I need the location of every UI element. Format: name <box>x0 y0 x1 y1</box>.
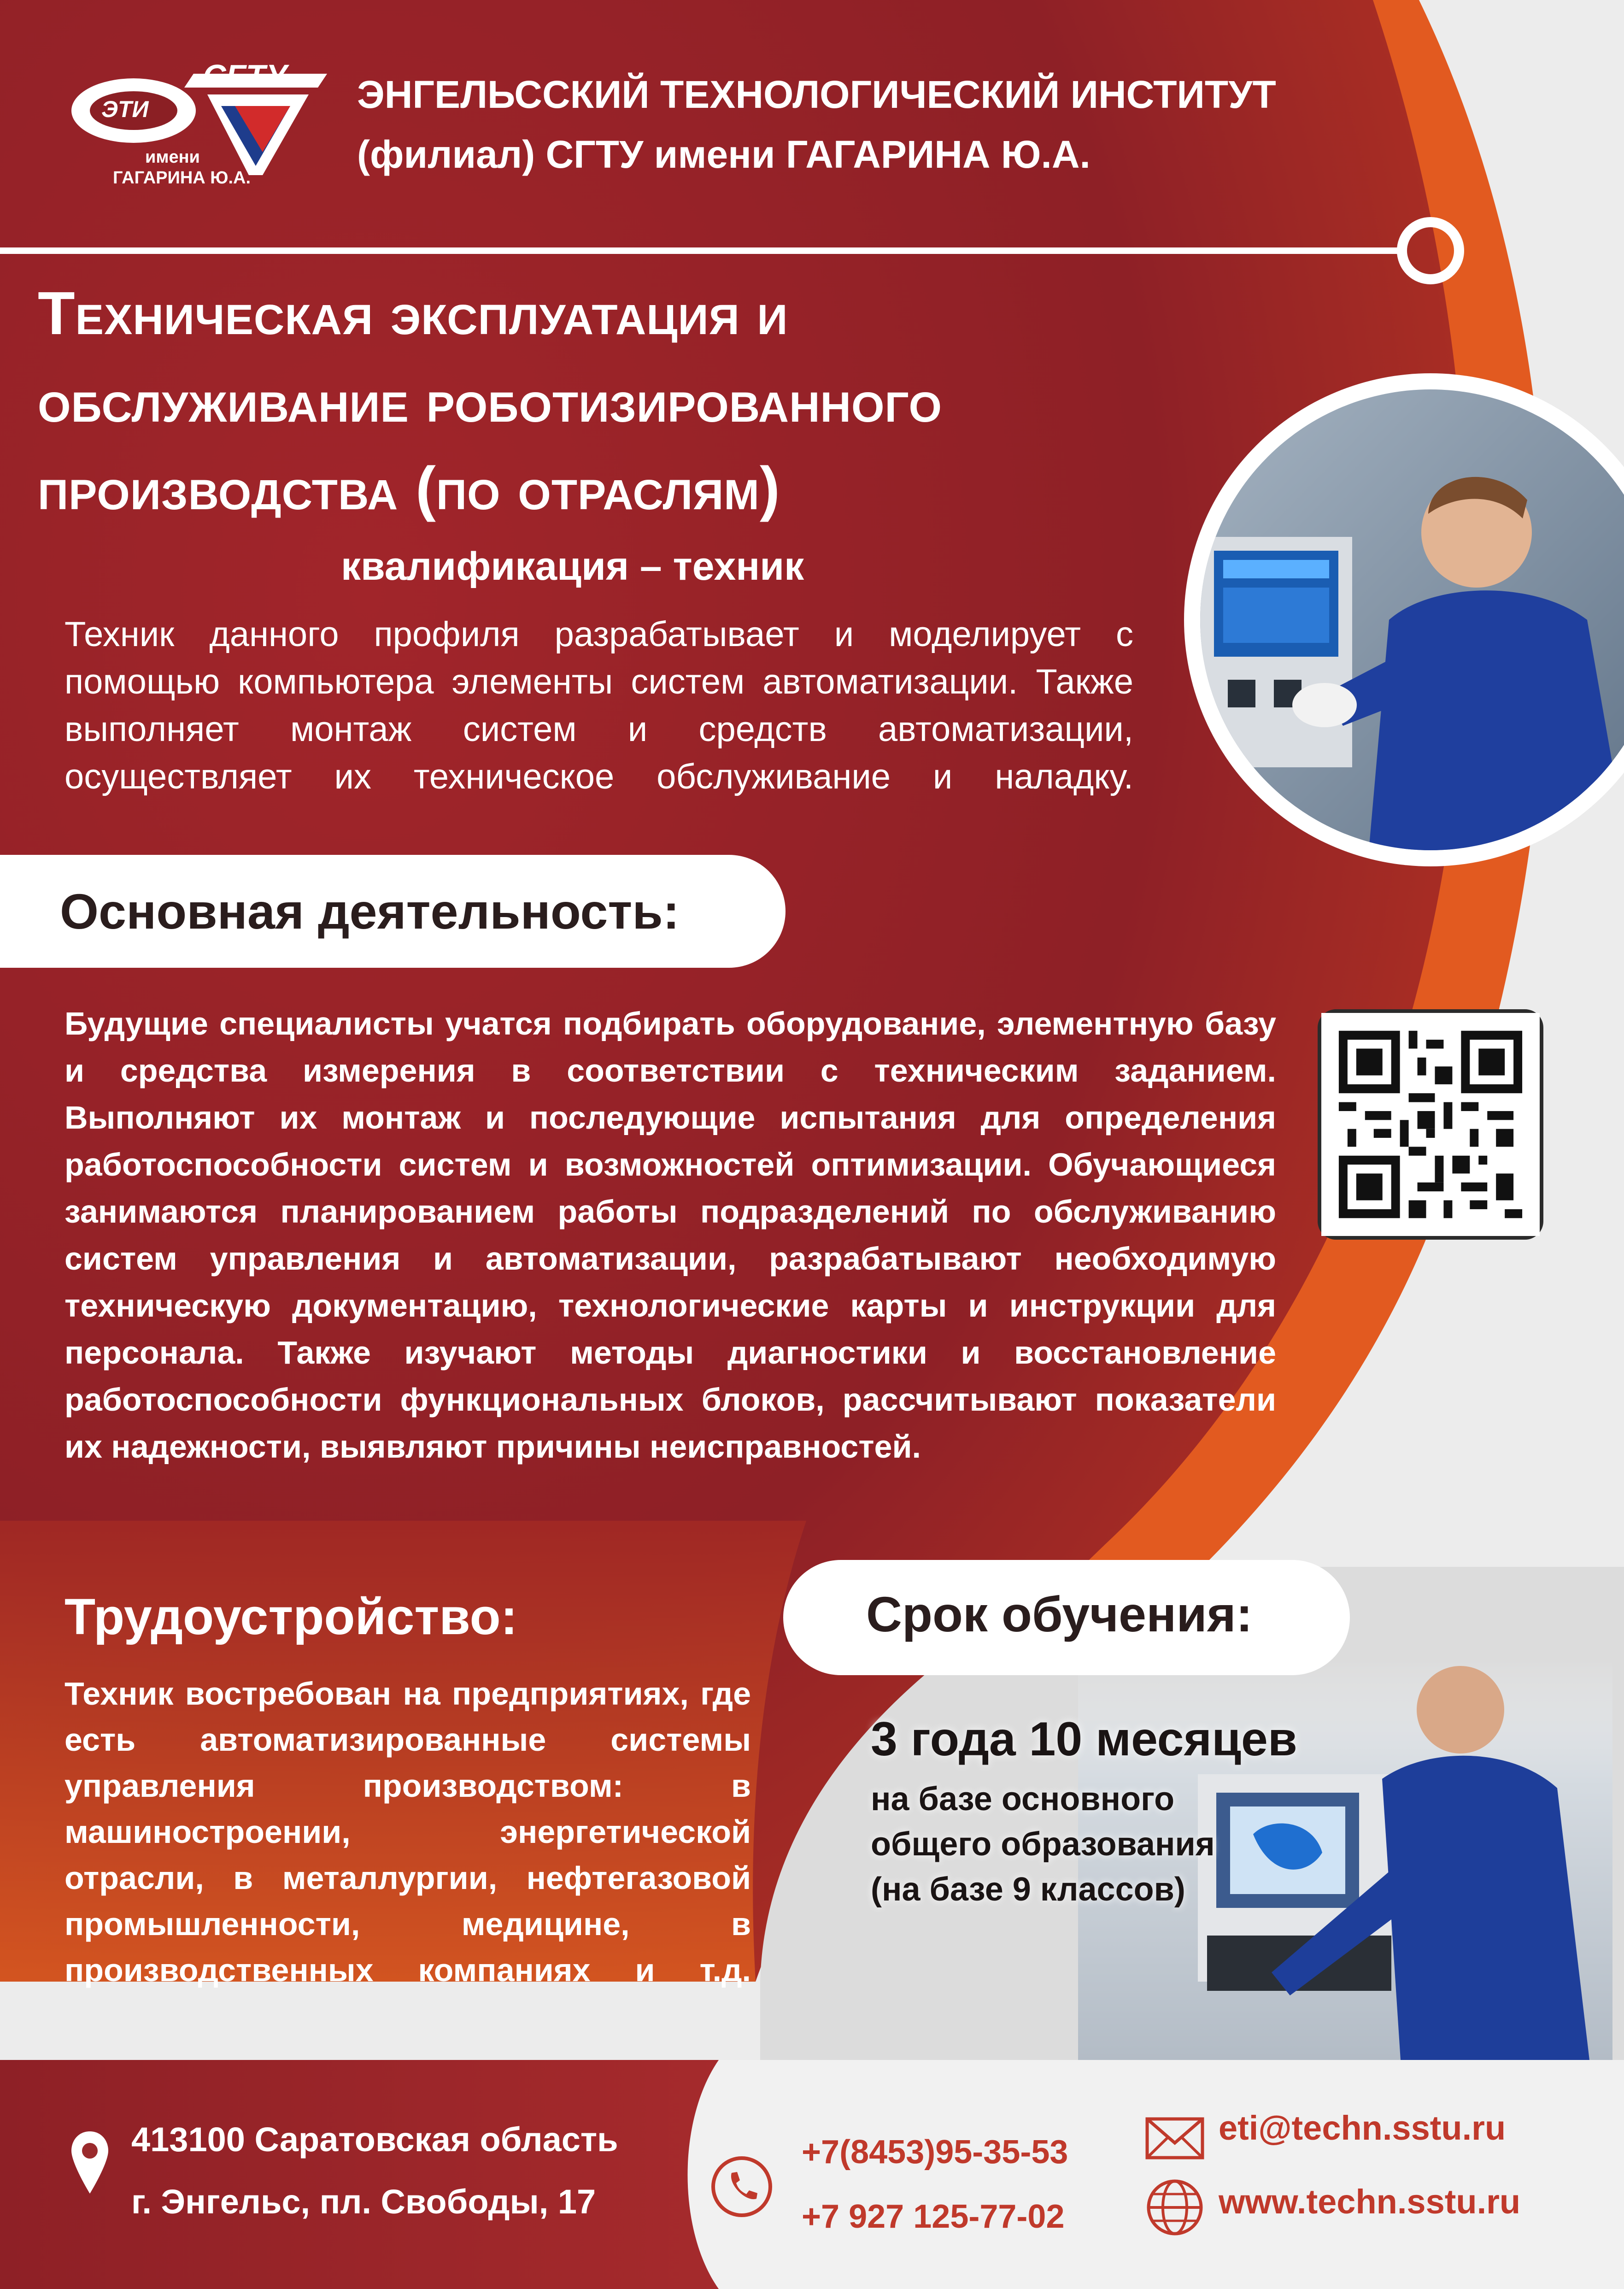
logo-line1: имени <box>145 147 200 167</box>
phone-2[interactable]: +7 927 125-77-02 <box>802 2198 1065 2235</box>
logo-abbr: ЭТИ <box>101 96 149 122</box>
technician-photo-top <box>1173 362 1624 883</box>
address-line1: 413100 Саратовская область <box>131 2120 618 2159</box>
email-link[interactable]: eti@techn.sstu.ru <box>1219 2109 1506 2147</box>
employment-heading: Трудоустройство: <box>64 1589 518 1645</box>
employment-text: Техник востребован на предприятиях, где есть автоматизированные системы управления производством: в машиностроении, энергетической отрасли, в металлургии, нефтегазовой промышленности, медицине, в производственных компаниях и т.д. <box>64 1676 751 1988</box>
activity-heading: Основная деятельность: <box>60 883 680 939</box>
term-basis <box>871 1777 1285 1912</box>
activity-text: Будущие специалисты учатся подбирать оборудование, элементную базу и средства измерения в соответствии с техническим заданием. Выполняют их монтаж и последующие испытания для определения работоспособности систем и возможностей оптимизации. Обучающиеся занимаются планированием работы подразделений по обслуживанию систем управления и автоматизации, разрабатывают необходимую техническую документацию, технологические карты и инструкции для персонала. Также изучают методы диагностики и восстановление работоспособности функциональных блоков, рассчитывают показатели их надежности, выявляют причины неисправностей. <box>64 1006 1276 1465</box>
address <box>131 2108 618 2233</box>
header-divider <box>0 247 1401 254</box>
title-line1: Техническая эксплуатация и <box>38 279 788 347</box>
institute-line2: (филиал) СГТУ имени ГАГАРИНА Ю.А. <box>357 133 1090 176</box>
envelope-icon <box>1145 2115 1205 2161</box>
institute-line1: ЭНГЕЛЬССКИЙ ТЕХНОЛОГИЧЕСКИЙ ИНСТИТУТ <box>357 73 1276 116</box>
phone-1[interactable]: +7(8453)95-35-53 <box>802 2134 1068 2171</box>
term-heading: Срок обучения: <box>866 1586 1253 1642</box>
phones <box>802 2120 1068 2249</box>
intro-text: Техник данного профиля разрабатывает и моделирует с помощью компьютера элементы систем автоматизации. Также выполняет монтаж систем и средств автоматизации, осуществляет их техническое обслуживание и наладку. <box>64 615 1133 796</box>
sstu-logo <box>69 55 336 207</box>
qualification: квалификация – техник <box>341 544 804 588</box>
title-line3: производства (по отраслям) <box>38 454 780 522</box>
logo-brand: СГТУ <box>203 58 287 94</box>
institute-name <box>357 65 1371 184</box>
globe-icon <box>1145 2177 1205 2237</box>
term-basis-line2: общего образования <box>871 1826 1215 1863</box>
term-basis-line3: (на базе 9 классов) <box>871 1871 1185 1908</box>
title-line2: обслуживание роботизированного <box>38 367 943 435</box>
logo-line2: ГАГАРИНА Ю.А. <box>113 168 251 188</box>
qr-code-icon <box>1321 1013 1540 1236</box>
term-basis-line1: на базе основного <box>871 1781 1175 1818</box>
qr-code[interactable] <box>1318 1009 1543 1240</box>
term-duration: 3 года 10 месяцев <box>871 1712 1297 1766</box>
program-title <box>38 270 1282 532</box>
address-line2: г. Энгельс, пл. Свободы, 17 <box>131 2183 596 2221</box>
website-link[interactable]: www.techn.sstu.ru <box>1219 2183 1521 2221</box>
phone-icon <box>709 2154 774 2219</box>
location-pin-icon <box>71 2131 108 2194</box>
